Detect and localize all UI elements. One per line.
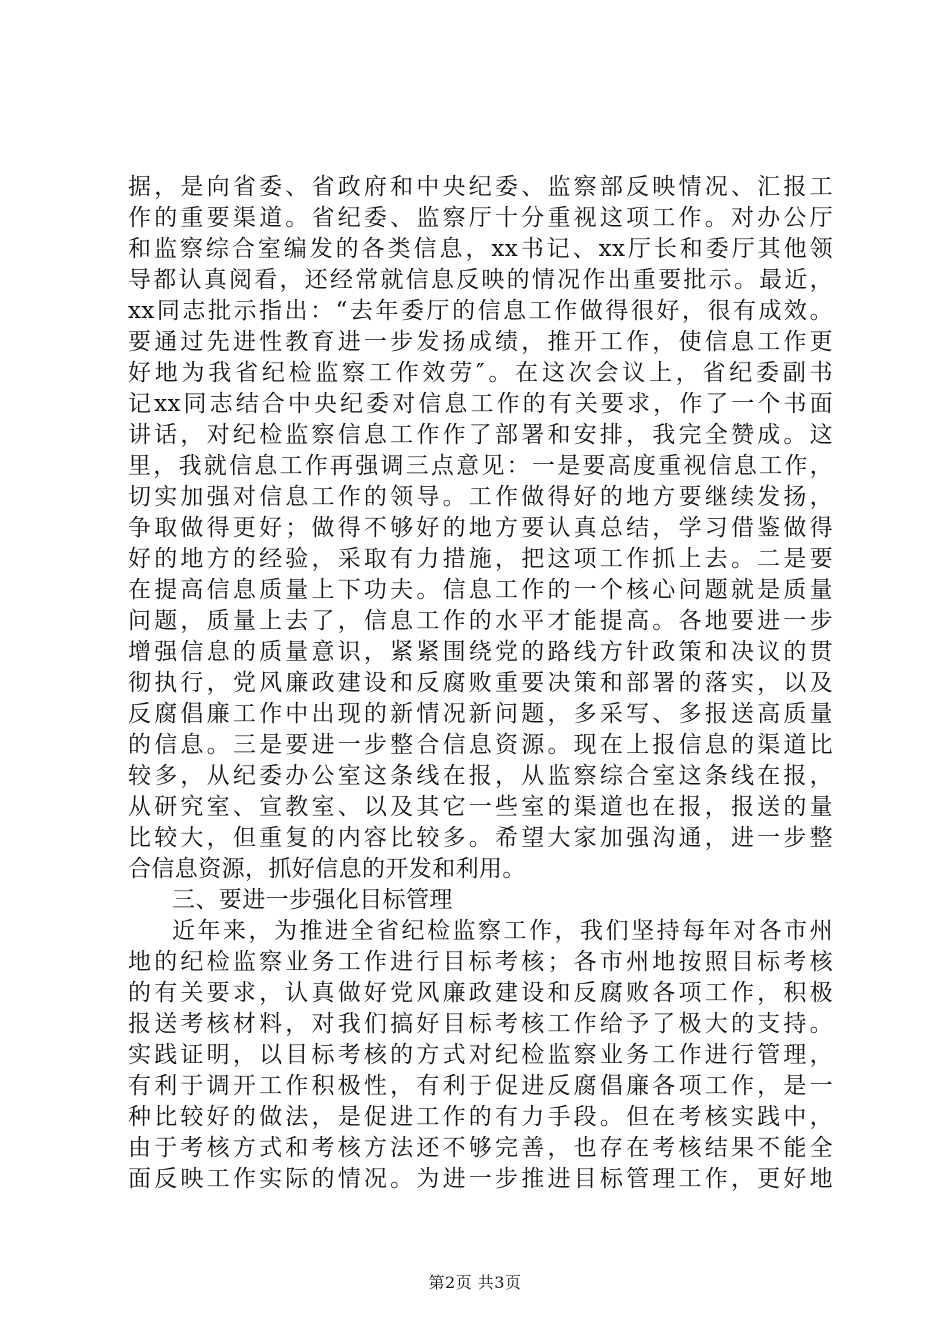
text-line: 反腐倡廉工作中出现的新情况新问题，多采写、多报送高质量 xyxy=(128,701,833,727)
text-line: 问题，质量上去了，信息工作的水平才能提高。各地要进一步 xyxy=(128,608,833,634)
text-line: 近年来，为推进全省纪检监察工作，我们坚持每年对各市州 xyxy=(172,918,833,944)
text-line: 好的地方的经验，采取有力措施，把这项工作抓上去。二是要 xyxy=(128,546,833,572)
text-line: 较多，从纪委办公室这条线在报，从监察综合室这条线在报， xyxy=(128,763,833,789)
section-heading: 三、要进一步强化目标管理 xyxy=(172,887,453,913)
text-line: 比较大，但重复的内容比较多。希望大家加强沟通，进一步整 xyxy=(128,825,833,851)
text-line: 从研究室、宣教室、以及其它一些室的渠道也在报，报送的量 xyxy=(128,794,833,820)
text-line: 作的重要渠道。省纪委、监察厅十分重视这项工作。对办公厅 xyxy=(128,205,833,231)
text-line: 报送考核材料，对我们搞好目标考核工作给予了极大的支持。 xyxy=(128,1011,833,1037)
text-line: 讲话，对纪检监察信息工作作了部署和安排，我完全赞成。这 xyxy=(128,422,833,448)
text-line: 种比较好的做法，是促进工作的有力手段。但在考核实践中， xyxy=(128,1104,833,1130)
document-body xyxy=(128,172,833,1195)
text-line: 面反映工作实际的情况。为进一步推进目标管理工作，更好地 xyxy=(128,1166,833,1192)
text-line: 据，是向省委、省政府和中央纪委、监察部反映情况、汇报工 xyxy=(128,174,833,200)
text-line: 好地为我省纪检监察工作效劳″。在这次会议上，省纪委副书 xyxy=(128,360,833,386)
text-line: 的有关要求，认真做好党风廉政建设和反腐败各项工作，积极 xyxy=(128,980,833,1006)
text-line: 记xx同志结合中央纪委对信息工作的有关要求，作了一个书面 xyxy=(128,391,833,417)
text-line: 在提高信息质量上下功夫。信息工作的一个核心问题就是质量 xyxy=(128,577,833,603)
text-line: 增强信息的质量意识，紧紧围绕党的路线方针政策和决议的贯 xyxy=(128,639,833,665)
text-line: 和监察综合室编发的各类信息，xx书记、xx厅长和委厅其他领 xyxy=(128,236,833,262)
text-line: 争取做得更好；做得不够好的地方要认真总结，学习借鉴做得 xyxy=(128,515,833,541)
text-line: 导都认真阅看，还经常就信息反映的情况作出重要批示。最近， xyxy=(128,267,833,293)
text-line: 切实加强对信息工作的领导。工作做得好的地方要继续发扬， xyxy=(128,484,833,510)
text-line: 的信息。三是要进一步整合信息资源。现在上报信息的渠道比 xyxy=(128,732,833,758)
text-line: 实践证明，以目标考核的方式对纪检监察业务工作进行管理， xyxy=(128,1042,833,1068)
page-number-footer: 第2页 共3页 xyxy=(428,1273,522,1292)
text-line: xx同志批示指出：“去年委厅的信息工作做得很好，很有成效。 xyxy=(128,298,833,324)
text-line: 彻执行，党风廉政建设和反腐败重要决策和部署的落实，以及 xyxy=(128,670,833,696)
text-line: 要通过先进性教育进一步发扬成绩，推开工作，使信息工作更 xyxy=(128,329,833,355)
text-line: 合信息资源，抓好信息的开发和利用。 xyxy=(128,856,526,882)
text-line: 由于考核方式和考核方法还不够完善，也存在考核结果不能全 xyxy=(128,1135,833,1161)
text-line: 有利于调开工作积极性，有利于促进反腐倡廉各项工作，是一 xyxy=(128,1073,833,1099)
text-line: 地的纪检监察业务工作进行目标考核；各市州地按照目标考核 xyxy=(128,949,833,975)
text-line: 里，我就信息工作再强调三点意见：一是要高度重视信息工作， xyxy=(128,453,833,479)
